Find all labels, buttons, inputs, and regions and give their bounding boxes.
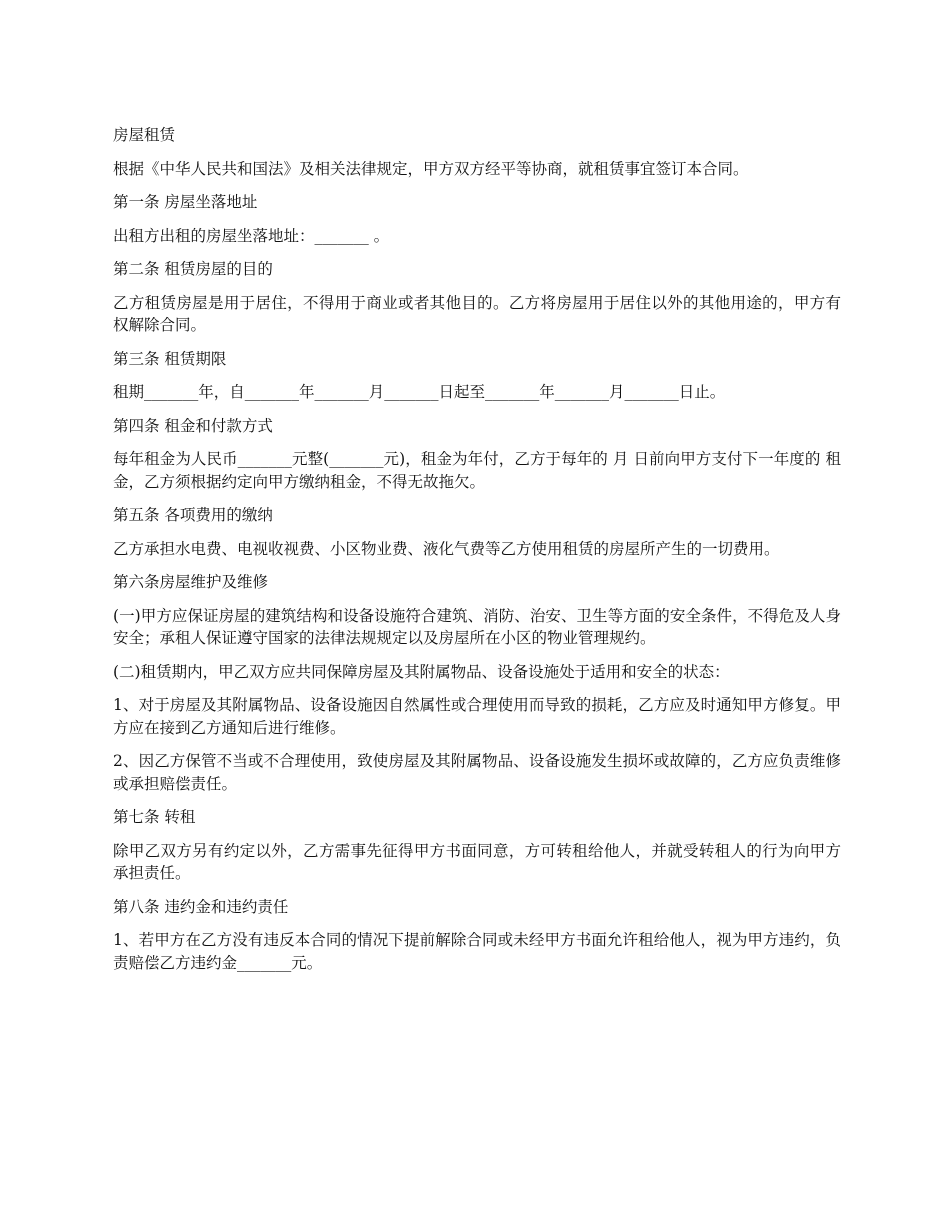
article-5-heading: 第五条 各项费用的缴纳: [113, 506, 273, 524]
article-7-text: 除甲乙双方另有约定以外，乙方需事先征得甲方书面同意，方可转租给他人，并就受转租人的行为向甲方承担责任。: [113, 841, 841, 882]
article-8-heading: 第八条 违约金和违约责任: [113, 897, 289, 916]
article-1-text: 出租方出租的房屋坐落地址：_______ 。: [113, 226, 390, 245]
article-4-heading: 第四条 租金和付款方式: [113, 416, 273, 435]
article-7-heading: 第七条 转租: [113, 808, 196, 826]
article-6-item-1: 1、对于房屋及其附属物品、设备设施因自然属性或合理使用而导致的损耗，乙方应及时通知甲方修复。甲方应在接到乙方通知后进行维修。: [113, 696, 841, 737]
article-4-text: 每年租金为人民币_______元整(_______元)，租金为年付，乙方于每年的 月 日前向甲方支付下一年度的 租金，乙方须根据约定向甲方缴纳租金，不得无故拖欠。: [113, 450, 841, 491]
article-5-text: 乙方承担水电费、电视收视费、小区物业费、液化气费等乙方使用租赁的房屋所产生的一切费用。: [113, 539, 780, 558]
article-3-text: 租期_______年，自_______年_______月_______日起至_______年_______月_______日止。: [113, 383, 726, 401]
preamble-paragraph: 根据《中华人民共和国法》及相关法律规定，甲方双方经平等协商，就租赁事宜签订本合同。: [113, 159, 749, 178]
article-8-item-1: 1、若甲方在乙方没有违反本合同的情况下提前解除合同或未经甲方书面允许租给他人，视为甲方违约，负责赔偿乙方违约金_______元。: [113, 931, 841, 972]
article-2-heading: 第二条 租赁房屋的目的: [113, 260, 273, 278]
article-6-clause-1: (一)甲方应保证房屋的建筑结构和设备设施符合建筑、消防、治安、卫生等方面的安全条件，不得危及人身安全；承租人保证遵守国家的法律法规规定以及房屋所在小区的物业管理规约。: [113, 606, 841, 647]
article-6-item-2: 2、因乙方保管不当或不合理使用，致使房屋及其附属物品、设备设施发生损坏或故障的，乙方应负责维修或承担赔偿责任。: [113, 752, 841, 793]
article-2-text: 乙方租赁房屋是用于居住，不得用于商业或者其他目的。乙方将房屋用于居住以外的其他用途的，甲方有权解除合同。: [113, 293, 841, 334]
document-title: 房屋租赁: [113, 126, 176, 144]
article-3-heading: 第三条 租赁期限: [113, 349, 227, 368]
article-1-heading: 第一条 房屋坐落地址: [113, 193, 258, 211]
document-body: [113, 124, 841, 985]
article-6-clause-2: (二)租赁期内，甲乙双方应共同保障房屋及其附属物品、设备设施处于适用和安全的状态：: [113, 662, 730, 681]
article-6-heading: 第六条房屋维护及维修: [113, 573, 269, 591]
